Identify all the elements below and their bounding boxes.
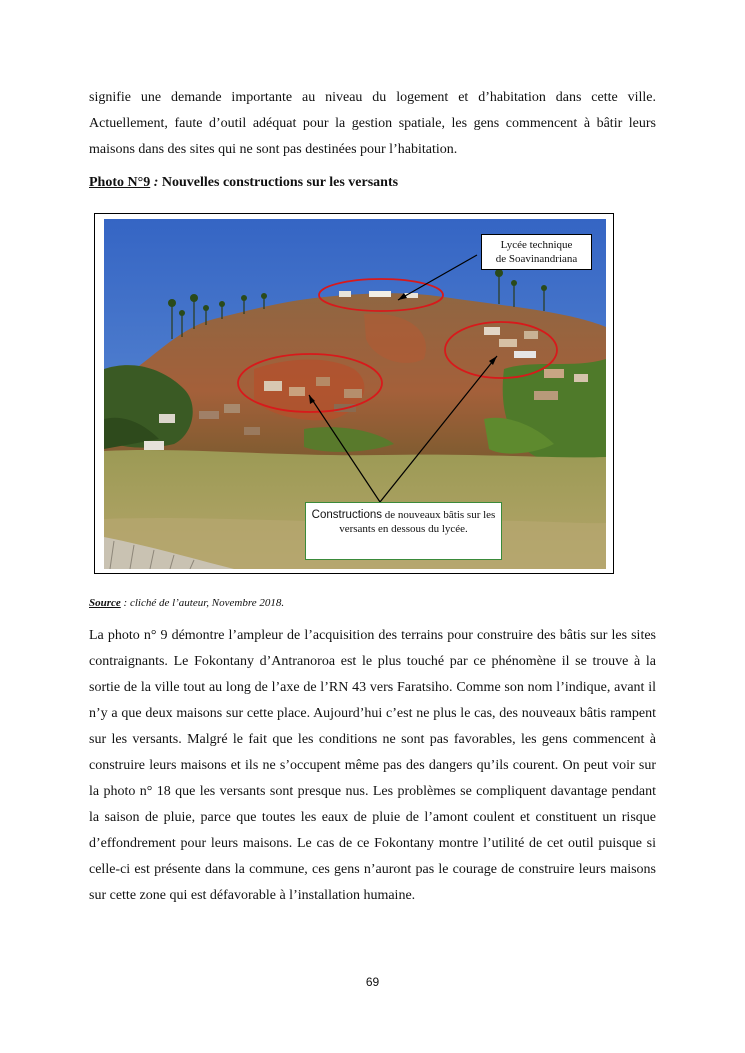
photo-caption — [89, 175, 398, 191]
constructions-callout-text: de nouveaux bâtis sur les versants en dessous du lycée. — [339, 509, 496, 535]
source-text: : cliché de l’auteur, Novembre 2018. — [120, 597, 285, 609]
constructions-callout — [305, 502, 502, 560]
constructions-callout-lead: Constructions — [311, 509, 382, 521]
photo-title: Nouvelles constructions sur les versants — [161, 175, 399, 190]
photo-source — [89, 597, 284, 609]
photo-caption-separator: : — [150, 175, 162, 190]
photo-label: Photo N°9 — [89, 175, 151, 190]
lycee-callout — [481, 234, 592, 270]
lycee-callout-line1: Lycée technique — [500, 239, 573, 251]
intro-paragraph: signifie une demande importante au niveau du logement et d’habitation dans cette ville. Actuellement, faute d’outil adéquat pour la gestion spatiale, les gens commencent à bâtir leurs maisons dans des sites qui ne sont pas destinées pour l’habitation. — [89, 90, 656, 157]
main-paragraph: La photo n° 9 démontre l’ampleur de l’acquisition des terrains pour construire des bâtis sur les sites contraignants. Le Fokontany d’Antranoroa est le plus touché par ce phénomène il se trouve à la sortie de la ville tout au long de l’axe de l’RN 43 vers Faratsiho. Comme son nom l’indique, avant il n’y a que deux maisons sur cette place. Aujourd’hui c’est ne plus le cas, des nouveaux bâtis rampent sur les versants. Malgré le fait que les conditions ne sont pas favorables, les gens commencent à construire leurs maisons et ils ne s’occupent même pas des dangers qu’ils courent. On peut voir sur la photo n° 18 que les versants sont presque nus. Les problèmes se compliquent davantage pendant la saison de pluie, parce que toutes les eaux de pluie de l’amont coulent et constituent un risque d’effondrement pour leurs maisons. Le cas de ce Fokontany montre l’utilité de cet outil puisque si celle-ci est présente dans la commune, ces gens n’auront pas le courage de construire leurs maisons sur cette zone qui est défavorable à l’installation humaine. — [89, 628, 656, 903]
page-number: 69 — [365, 975, 380, 989]
lycee-callout-line2: de Soavinandriana — [495, 253, 578, 265]
source-label: Source — [89, 597, 121, 609]
